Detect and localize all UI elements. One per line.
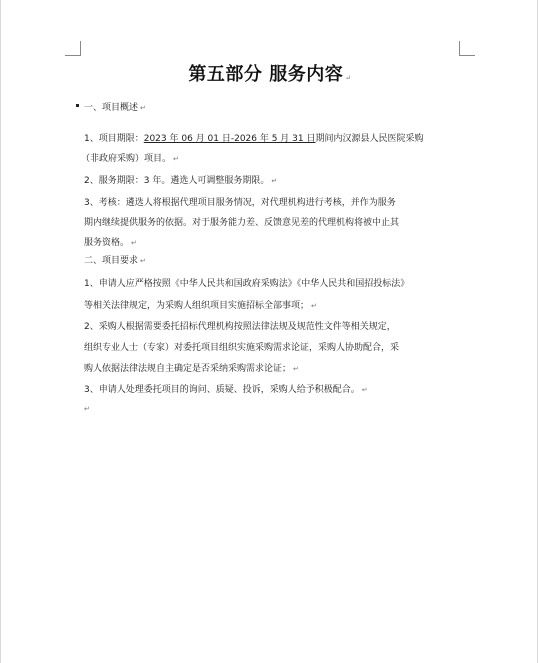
paragraph-line: 1、申请人应严格按照《中华人民共和国政府采购法》《中华人民共和国招投标法》 [84,279,410,289]
paragraph-line: 2、服务期限：3 年。遴选人可调整服务期限。 ↵ [84,176,278,186]
paragraph-line: 期内继续提供服务的依据。对于服务能力差、反馈意见差的代理机构将被中止其 [84,218,400,228]
paragraph-line: 服务资格。 ↵ [84,238,137,248]
crop-mark-top-right [459,41,460,56]
crop-mark-top-left [80,41,81,56]
section-heading: 一、项目概述 ↵ [84,103,146,113]
document-title: 第五部分 服务内容 ↵ [188,64,352,85]
crop-mark-top-left [65,55,81,56]
empty-paragraph: ↵ [84,405,90,413]
crop-mark-top-right [459,55,475,56]
section-heading: 二、项目要求 ↵ [84,256,146,266]
paragraph-line: （非政府采购）项目。 ↵ [81,154,179,164]
paragraph-line: 2、采购人根据需要委托招标代理机构按照法律法规及规范性文件等相关规定， [84,322,396,332]
list-bullet-icon [76,104,79,107]
paragraph-line: 等相关法律规定，为采购人组织项目实施招标全部事项； ↵ [84,301,317,311]
paragraph-line: 3、考核：遴选人将根据代理项目服务情况，对代理机构进行考核，并作为服务 [84,198,396,208]
paragraph-line: 3、申请人处理委托项目的询问、质疑、投诉，采购人给予积极配合。 ↵ [84,385,368,395]
paragraph-line: 1、项目期限：2023 年 06 月 01 日-2026 年 5 月 31 日期间内汉源县人民医院采购 [84,134,424,144]
paragraph-line: 购人依据法律法规自主确定是否采纳采购需求论证； ↵ [84,364,299,374]
paragraph-line: 组织专业人士（专家）对委托项目组织实施采购需求论证，采购人协助配合，采 [84,343,400,353]
